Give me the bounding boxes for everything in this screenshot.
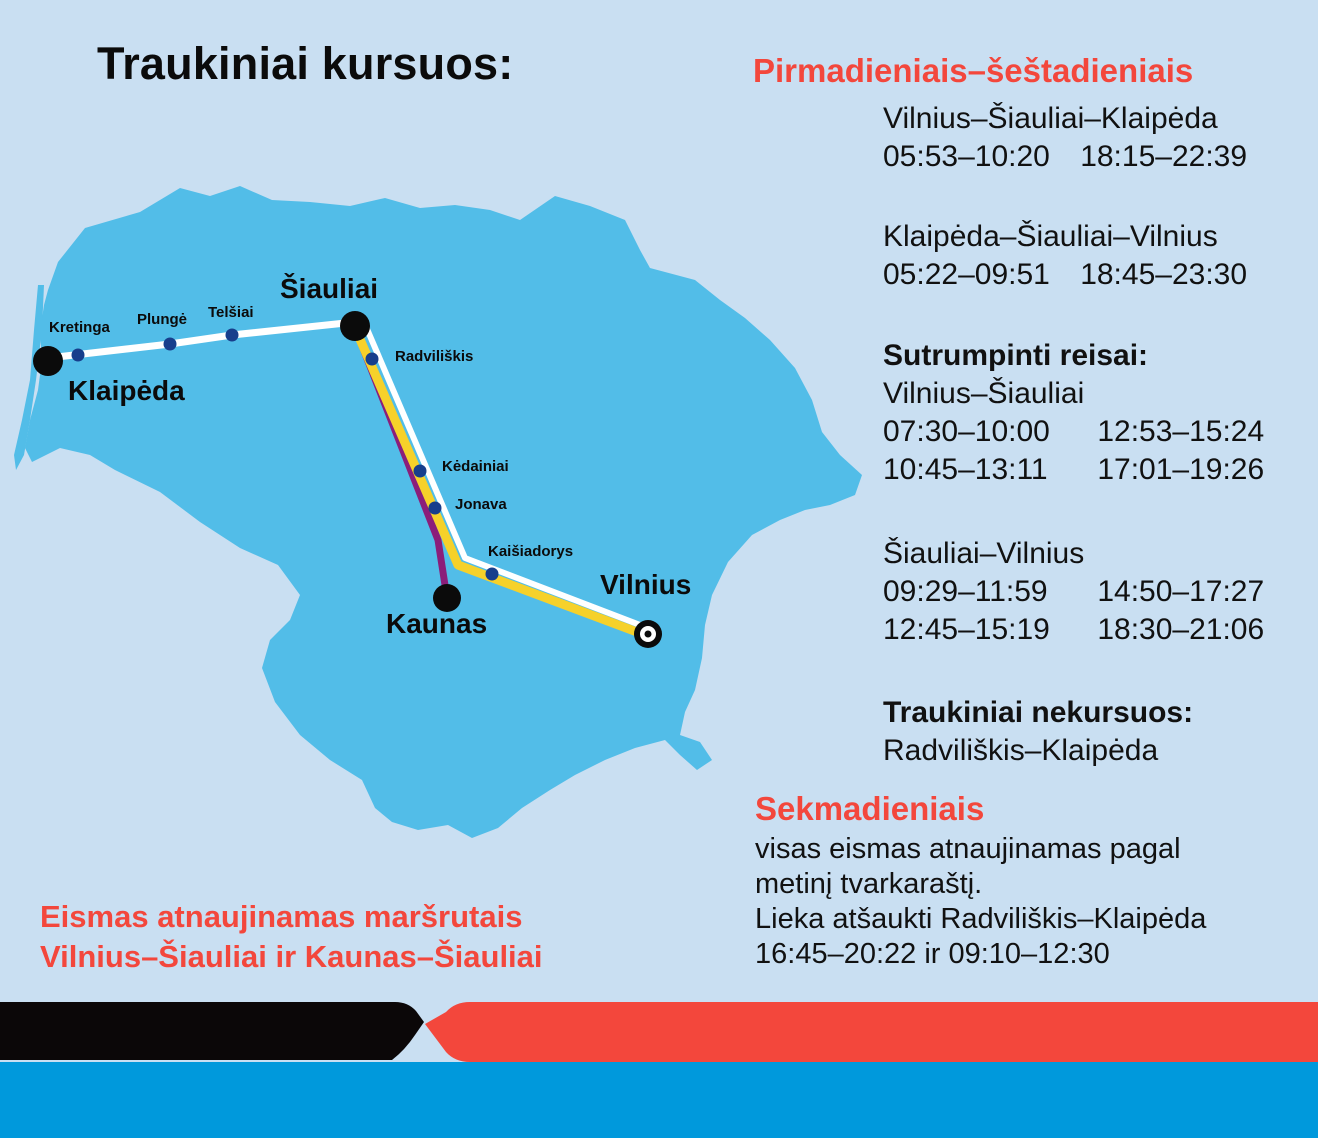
footer-black-band — [0, 1002, 424, 1060]
time-slot: 14:50–17:27 — [1097, 575, 1265, 608]
time-slot: 09:29–11:59 — [883, 575, 1048, 608]
weekday-route-2 — [883, 218, 1247, 294]
city-marker-siauliai — [340, 311, 370, 341]
city-label-klaipeda: Klaipėda — [68, 375, 185, 406]
weekday-route-1 — [883, 100, 1247, 176]
route-times — [883, 611, 1264, 649]
time-slot: 10:45–13:11 — [883, 453, 1048, 486]
route-name: Vilnius–Šiauliai — [883, 377, 1085, 410]
station-label-kretinga: Kretinga — [49, 319, 110, 336]
time-slot: 17:01–19:26 — [1097, 453, 1265, 486]
station-label-kedainiai: Kėdainiai — [442, 458, 509, 475]
time-slot: 18:15–22:39 — [1080, 140, 1248, 173]
station-label-telsiai: Telšiai — [208, 304, 254, 321]
route-times — [883, 573, 1264, 611]
city-label-vilnius: Vilnius — [600, 569, 692, 600]
time-slot: 18:30–21:06 — [1097, 613, 1265, 646]
station-dot-kaisiadorys — [486, 568, 499, 581]
resumption-note-line: Eismas atnaujinamas maršrutais — [40, 899, 523, 934]
time-slot: 07:30–10:00 — [883, 415, 1050, 448]
footer-red-band — [425, 1002, 1318, 1062]
route-times — [883, 138, 1247, 176]
time-slot: 18:45–23:30 — [1080, 258, 1248, 291]
station-label-plunge: Plungė — [137, 311, 188, 328]
station-label-jonava: Jonava — [455, 496, 507, 513]
sundays-line: Lieka atšaukti Radviliškis–Klaipėda — [755, 903, 1207, 935]
city-label-kaunas: Kaunas — [386, 608, 488, 639]
resumption-note — [40, 897, 543, 977]
short-trips-heading: Sutrumpinti reisai: — [883, 339, 1149, 372]
sundays-line: 16:45–20:22 ir 09:10–12:30 — [755, 938, 1110, 970]
sundays-line: metinį tvarkaraštį. — [755, 868, 983, 900]
sundays-heading: Sekmadieniais — [755, 790, 985, 827]
time-slot: 12:45–15:19 — [883, 613, 1050, 646]
not-running-heading: Traukiniai nekursuos: — [883, 696, 1194, 729]
footer-stripes — [0, 990, 1318, 1138]
station-dot-plunge — [164, 338, 177, 351]
city-marker-vilnius-center — [645, 631, 652, 638]
route-times — [883, 413, 1264, 451]
weekdays-heading: Pirmadieniais–šeštadieniais — [753, 52, 1194, 89]
not-running-route: Radviliškis–Klaipėda — [883, 734, 1159, 767]
route-name: Klaipėda–Šiauliai–Vilnius — [883, 220, 1218, 253]
station-dot-telsiai — [226, 329, 239, 342]
station-dot-kretinga — [72, 349, 85, 362]
time-slot: 05:53–10:20 — [883, 140, 1050, 173]
station-label-radviliskis: Radviliškis — [395, 348, 474, 365]
time-slot: 05:22–09:51 — [883, 258, 1050, 291]
route-name: Šiauliai–Vilnius — [883, 537, 1085, 570]
route-times — [883, 451, 1264, 489]
station-label-kaisiadorys: Kaišiadorys — [488, 543, 574, 560]
short-trips-section — [883, 337, 1264, 489]
city-label-siauliai: Šiauliai — [280, 273, 379, 304]
short-trips-route-2 — [883, 535, 1264, 649]
sundays-text — [755, 832, 1206, 972]
resumption-note-line: Vilnius–Šiauliai ir Kaunas–Šiauliai — [40, 939, 543, 974]
footer-blue-band — [0, 1062, 1318, 1138]
route-times — [883, 256, 1247, 294]
route-name: Vilnius–Šiauliai–Klaipėda — [883, 102, 1218, 135]
page-title: Traukiniai kursuos: — [97, 38, 514, 89]
station-dot-radviliskis — [366, 353, 379, 366]
city-marker-klaipeda — [33, 346, 63, 376]
sundays-line: visas eismas atnaujinamas pagal — [755, 833, 1181, 865]
not-running-section — [883, 694, 1193, 770]
station-dot-jonava — [429, 502, 442, 515]
time-slot: 12:53–15:24 — [1097, 415, 1265, 448]
station-dot-kedainiai — [414, 465, 427, 478]
